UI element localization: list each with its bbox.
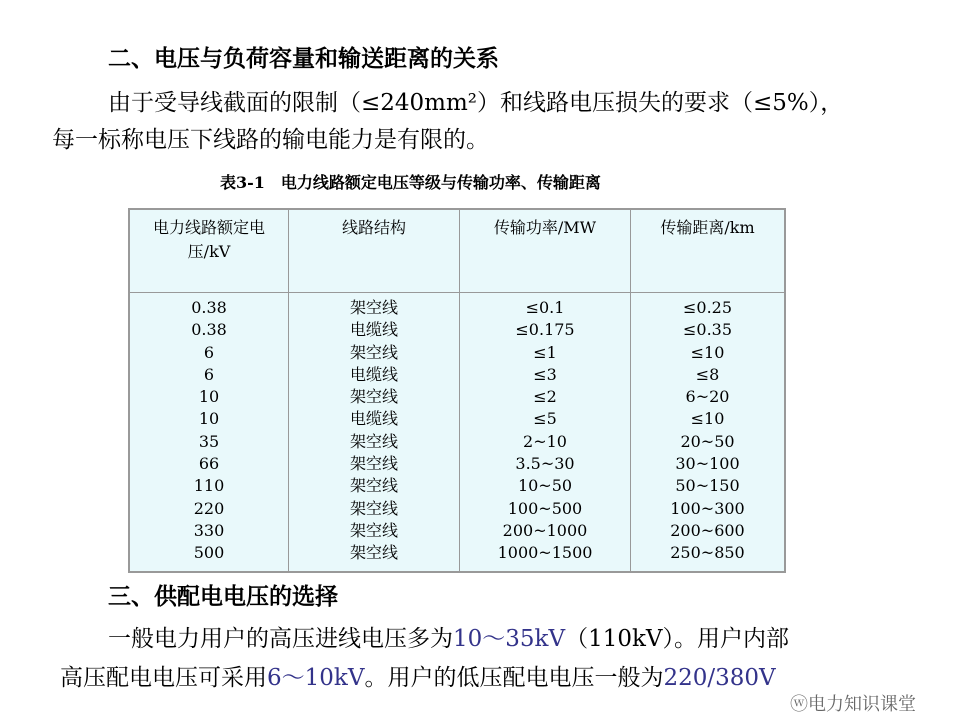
header-structure: 线路结构 — [289, 209, 460, 293]
header-voltage-text: 电力线路额定电压/kV — [152, 218, 265, 261]
power-column: ≤0.1 ≤0.175 ≤1 ≤3 ≤2 ≤5 2~10 3.5~30 10~50 100~500 200~1000 1000~1500 — [460, 293, 631, 572]
paragraph-1-line-1: 由于受导线截面的限制（≤240mm²）和线路电压损失的要求（≤5%）， — [108, 90, 844, 116]
para2-text-end: （110kV）。用户内部 — [565, 626, 790, 652]
table-caption: 表3-1 电力线路额定电压等级与传输功率、传输距离 — [220, 173, 601, 192]
para2-voltage: 10～35kV — [453, 626, 566, 652]
para3-text: 高压配电电压可采用 — [60, 665, 267, 691]
watermark — [790, 694, 916, 716]
table-body-row — [129, 293, 785, 572]
header-voltage — [129, 209, 289, 293]
section2-title: 二、电压与负荷容量和输送距离的关系 — [108, 45, 499, 72]
watermark-text: 电力知识课堂 — [808, 694, 916, 715]
voltage-column: 0.38 0.38 6 6 10 10 35 66 110 220 330 500 — [191, 298, 227, 563]
header-power: 传输功率/MW — [460, 209, 631, 293]
paragraph-3 — [60, 659, 776, 692]
voltage-table — [128, 208, 786, 573]
section3-title: 三、供配电电压的选择 — [108, 583, 338, 610]
paragraph-2 — [108, 620, 789, 653]
structure-column: 架空线 电缆线 架空线 电缆线 架空线 电缆线 架空线 架空线 架空线 架空线 架空线 架空线 — [289, 293, 460, 572]
paragraph-1-line-2: 每一标称电压下线路的输电能力是有限的。 — [52, 127, 489, 153]
para2-text: 一般电力用户的高压进线电压多为 — [108, 626, 453, 652]
para3-text-mid: 。用户的低压配电电压一般为 — [364, 665, 664, 691]
para3-low-voltage: 220/380V — [663, 665, 776, 691]
table-header-row — [129, 209, 785, 293]
wechat-icon: ⓦ — [790, 694, 808, 715]
header-distance: 传输距离/km — [631, 209, 786, 293]
para3-voltage: 6～10kV — [267, 665, 365, 691]
distance-column: ≤0.25 ≤0.35 ≤10 ≤8 6~20 ≤10 20~50 30~100 50~150 100~300 200~600 250~850 — [631, 293, 786, 572]
